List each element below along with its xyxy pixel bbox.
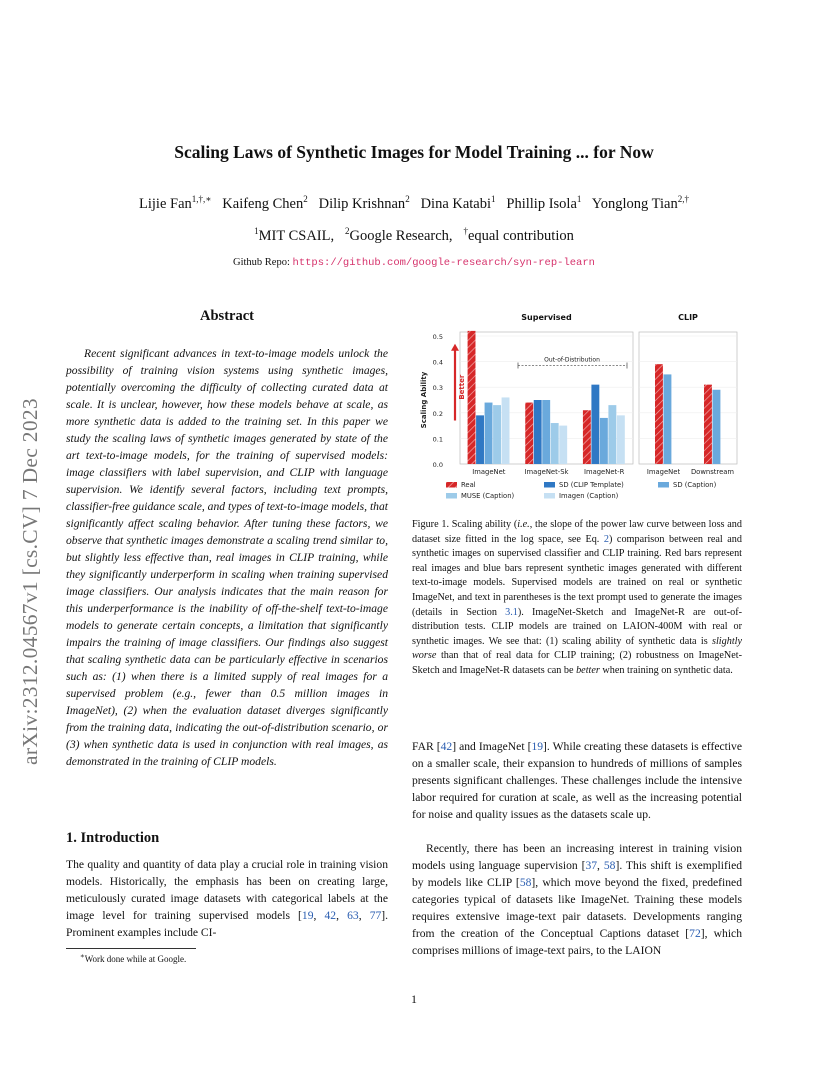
- y-tick-label: 0.1: [432, 435, 443, 444]
- bar: [559, 426, 567, 464]
- body-paragraph: Recently, there has been an increasing interest in training vision models using language supervision [37, 58]. This shift is exemplified by models like CLIP [58], which move beyond the fixed, predefined categories typical of datasets like ImageNet. Training these models requires extensive image-text pair datasets. Developments ranging from the creation of the Conceptual Captions dataset [72], which comprises millions of image-text pairs, to the LAION: [412, 842, 743, 957]
- legend-label: SD (CLIP Template): [559, 481, 624, 489]
- affil-sup: †: [463, 226, 468, 236]
- citation-link[interactable]: 77: [369, 909, 382, 922]
- text-run: than that of real data for CLIP training; (2) robustness on ImageNet-Sketch and ImageNet-R datasets can be: [412, 650, 742, 676]
- y-tick-label: 0.4: [432, 358, 443, 367]
- panel-frame: [639, 332, 737, 464]
- legend-swatch: [544, 493, 555, 499]
- affiliations: [0, 226, 828, 245]
- text-run: i.e.: [517, 519, 530, 530]
- body-paragraph: [412, 738, 742, 823]
- y-tick-label: 0.5: [432, 333, 443, 341]
- panel-title: Supervised: [521, 313, 572, 322]
- text-run: Recently, there has been an increasing interest in training vision models using language supervision [: [412, 842, 742, 872]
- citation-link[interactable]: 42: [440, 740, 453, 753]
- legend-swatch: [446, 482, 457, 488]
- text-run: The quality and quantity of data play a crucial role in training vision models. Historically, the emphasis has been on creating large, meticulously curated image datasets with categorical labels at the image level for training supervised models [: [66, 858, 388, 922]
- bar: [591, 385, 599, 464]
- text-run: , the slope of the power law curve between loss and dataset size fitted in the log space, see Eq.: [412, 519, 742, 545]
- text-run: ]. While creating these datasets is effective on a smaller scale, their expansion to hundreds of millions of samples presents significant challenges. These challenges include the intensive labor required for curation at scale, as well as the increasing potential for noise and quality issues as the datasets scale up.: [412, 740, 742, 821]
- affiliation: equal contribution: [467, 227, 574, 244]
- y-tick-label: 0.3: [432, 384, 443, 393]
- bar: [583, 410, 591, 464]
- section-heading: 1. Introduction: [66, 830, 160, 846]
- footnote: [80, 952, 186, 964]
- legend-label: SD (Caption): [673, 481, 717, 489]
- author-list: [0, 194, 828, 213]
- text-run: ] and ImageNet [: [452, 740, 532, 753]
- text-run: ]. Prominent examples include CI-: [66, 909, 389, 939]
- author-affil-sup: 2,†: [677, 194, 689, 204]
- citation-link[interactable]: 42: [324, 909, 337, 922]
- legend-label: Real: [461, 481, 476, 489]
- intro-paragraph: The quality and quantity of data play a crucial role in training vision models. Historically, the emphasis has been on creating large, meticulously curated image datasets with categorical labels at the image level for training supervised models [19, 42, 63, 77]. Prominent examples include CI-: [66, 858, 389, 939]
- author-name: Kaifeng Chen: [222, 195, 304, 212]
- bar: [551, 423, 559, 464]
- panel-title: CLIP: [678, 313, 698, 322]
- author-affil-sup: 1: [491, 194, 496, 204]
- text-run: ). ImageNet-Sketch and ImageNet-R are out-of-distribution tests. CLIP models are trained on LAION-400M with real or synthetic images. We see that: (1) scaling ability of synthetic data is: [412, 606, 742, 647]
- text-run: FAR [: [412, 740, 441, 753]
- text-run: ) comparison between real and synthetic images on supervised classifier and CLIP training. Red bars represent real images and blue bars represent synthetic images generated with different text-to-image models. Supervised models are trained on real or synthetic ImageNet, and text in parentheses is the text prompt used to generate the images (details in Section: [412, 533, 742, 618]
- ood-annotation: Out-of-Distribution: [544, 356, 600, 364]
- bar: [713, 390, 721, 464]
- affil-sup: 1: [254, 226, 259, 236]
- better-arrowhead: [451, 344, 459, 351]
- footnote-mark: ∗: [80, 952, 85, 960]
- legend-swatch: [446, 493, 457, 499]
- citation-link[interactable]: 19: [301, 909, 314, 922]
- affiliation: MIT CSAIL,: [258, 227, 335, 244]
- footnote-text: Work done while at Google.: [84, 954, 187, 964]
- bar: [485, 403, 493, 464]
- bar: [608, 405, 616, 464]
- section-link[interactable]: 3.1: [505, 606, 518, 618]
- author-name: Phillip Isola: [506, 195, 577, 212]
- text-run: ]. This shift is exemplified by models like CLIP [: [412, 859, 743, 889]
- x-tick-label: ImageNet: [646, 468, 681, 476]
- author-affil-sup: 2: [303, 194, 308, 204]
- x-tick-label: ImageNet-Sk: [524, 468, 569, 476]
- text-run: Figure 1. Scaling ability (: [412, 519, 518, 530]
- repo-line: [0, 257, 828, 269]
- bar: [468, 331, 476, 464]
- equation-link[interactable]: 2: [603, 533, 609, 545]
- abstract-heading: Abstract: [200, 308, 254, 324]
- author-affil-sup: 1: [576, 194, 582, 204]
- text-run: ], which comprises millions of image-text pairs, to the LAION: [412, 927, 742, 957]
- bar: [617, 415, 625, 464]
- author-name: Lijie Fan: [139, 195, 192, 212]
- author-affil-sup: 2: [405, 194, 410, 204]
- legend-swatch: [658, 482, 669, 488]
- y-axis-label: Scaling Ability: [420, 371, 428, 429]
- bar: [502, 397, 510, 464]
- x-tick-label: ImageNet-R: [583, 468, 625, 476]
- bar: [534, 400, 542, 464]
- citation-link[interactable]: 37: [585, 859, 598, 872]
- footnote-rule: [66, 948, 196, 949]
- bar: [704, 385, 712, 464]
- repo-label: Github Repo:: [233, 257, 290, 268]
- x-tick-label: ImageNet: [472, 468, 506, 476]
- bar: [525, 403, 533, 464]
- bar: [655, 364, 663, 464]
- author-affil-sup: 1,†,∗: [191, 194, 212, 204]
- legend-label: MUSE (Caption): [461, 492, 515, 500]
- citation-link[interactable]: 58: [519, 876, 532, 889]
- page-number: 1: [411, 992, 417, 1006]
- text-run: better: [576, 664, 600, 676]
- bar: [664, 374, 672, 464]
- paper-title: Scaling Laws of Synthetic Images for Model Training ... for Now: [174, 142, 654, 162]
- citation-link[interactable]: 63: [347, 909, 359, 922]
- citation-link[interactable]: 58: [603, 859, 616, 872]
- affiliation: Google Research,: [349, 227, 453, 244]
- abstract-text: Recent significant advances in text-to-image models unlock the possibility of training vision systems using synthetic images, potentially overcoming the difficulty of collecting curated data at scale. It is unclear, however, how these models behave at scale, as more synthetic data is added to the training set. In this paper we study the scaling laws of synthetic images generated by state of the art text-to-image models, for the training of supervised models: image classifiers with label supervision, and CLIP with language supervision. We identify several factors, including text prompts, classifier-free guidance scale, and types of text-to-image models, that significantly affect scaling behavior. After tuning these factors, we observe that synthetic images demonstrate a scaling trend similar to, but slightly less effective than, real images in CLIP training, while they significantly underperform in scaling when training supervised image classifiers. Our analysis indicates that the main reason for this underperformance is the inability of off-the-shelf text-to-image models to generate certain concepts, a limitation that significantly impairs the training of image classifiers. Our findings also suggest that scaling synthetic data can be particularly effective in scenarios such as: (1) when there is a limited supply of real images for a supervised problem (e.g., fewer than 0.5 million images in ImageNet), (2) when the evaluation dataset diverges significantly from the training data, indicating the out-of-distribution scenario, or (3) when synthetic data is used in conjunction with real images, as demonstrated in the training of CLIP models.: [66, 347, 388, 768]
- text-run: when training on synthetic data.: [599, 664, 733, 676]
- author-name: Dilip Krishnan: [318, 195, 406, 212]
- figure-1-chart: [412, 304, 742, 509]
- author-name: Yonglong Tian: [591, 195, 678, 212]
- y-tick-label: 0.2: [432, 409, 443, 418]
- arxiv-stamp: arXiv:2312.04567v1 [cs.CV] 7 Dec 2023: [18, 398, 42, 765]
- text-run: ], which move beyond the fixed, predefined categories typical of datasets like ImageNet. Training these models requires extensive image-text pair datasets. Developments ranging from the creation of the Conceptual Captions dataset [: [412, 876, 743, 940]
- bar: [493, 405, 501, 464]
- citation-link[interactable]: 19: [531, 740, 544, 753]
- x-tick-label: Downstream: [690, 468, 735, 476]
- legend-label: Imagen (Caption): [559, 492, 619, 500]
- bar: [542, 400, 550, 464]
- repo-link[interactable]: https://github.com/google-research/syn-rep-learn: [292, 257, 595, 269]
- y-tick-label: 0.0: [432, 461, 443, 469]
- citation-link[interactable]: 72: [689, 927, 701, 940]
- better-annotation: Better: [458, 374, 466, 400]
- affil-sup: 2: [344, 226, 350, 236]
- bar: [476, 415, 484, 464]
- text-run: slightly worse: [412, 635, 742, 662]
- bar: [600, 418, 608, 464]
- author-name: Dina Katabi: [420, 195, 492, 212]
- figure-caption: [412, 518, 742, 679]
- legend-swatch: [544, 482, 555, 488]
